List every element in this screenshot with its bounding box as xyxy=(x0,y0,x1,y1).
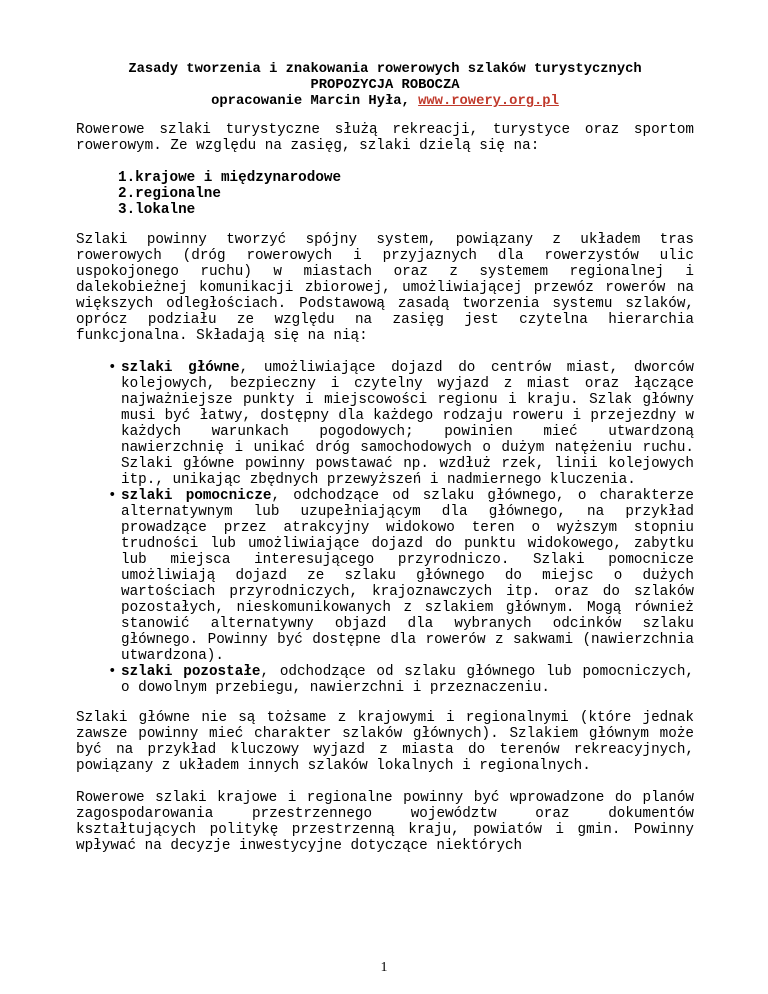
website-link[interactable]: www.rowery.org.pl xyxy=(418,94,559,109)
document-page xyxy=(76,62,694,870)
term: szlaki pomocnicze xyxy=(121,488,272,504)
list-item: 2.regionalne xyxy=(118,186,221,202)
list-item: 3.lokalne xyxy=(118,202,196,218)
planning-paragraph: Rowerowe szlaki krajowe i regionalne powinny być wprowadzone do planów zagospodarowania przestrzennego województw oraz dokumentów kształtujących politykę przestrzenną kraju, powiatów i gmin. Powinny wpływać na decyzje inwestycyjne dotyczące niektórych xyxy=(76,790,694,854)
intro-paragraph: Rowerowe szlaki turystyczne służą rekreacji, turystyce oraz sportom rowerowym. Ze względu na zasięg, szlaki dzielą się na: xyxy=(76,122,694,154)
author-prefix: opracowanie Marcin Hyła, xyxy=(211,94,419,109)
levels-list xyxy=(76,170,694,218)
route-types-list xyxy=(76,360,694,696)
bullet-icon: • xyxy=(108,488,117,504)
system-paragraph: Szlaki powinny tworzyć spójny system, powiązany z układem tras rowerowych (dróg rowerowych i przyjaznych dla rowerzystów ulic uspokojonego ruchu) w miastach oraz z systemem regionalnej i dalekobieżnej komunikacji zbiorowej, umożliwiającej przewóz rowerów na większych odległościach. Podstawową zasadą tworzenia systemu szlaków, oprócz podziału ze względu na zasięg jest czytelna hierarchia funkcjonalna. Składają się na nią: xyxy=(76,232,694,344)
document-title xyxy=(76,62,694,110)
title-line-2: PROPOZYCJA ROBOCZA xyxy=(310,78,460,93)
list-item: • szlaki pomocnicze, odchodzące od szlaku głównego, o charakterze alternatywnym lub uzupełniającym dla głównego, na przykład prowadzące przez atrakcyjny widokowo teren o wyższym stopniu trudności lub umożliwiające dojazd do punktu widokowego, zabytku lub miejsca interesującego przyrodniczo. Szlaki pomocnicze umożliwiają dojazd ze szlaku głównego do miejsc o dużych wartościach przyrodniczych, krajoznawczych itp. oraz do szlaków pozostałych, nieskomunikowanych z szlakiem głównym. Mogą również stanowić alternatywny objazd dla wybranych odcinków szlaku głównego. Powinny być dostępne dla rowerów z sakwami (nawierzchnia utwardzona). xyxy=(108,488,694,664)
page-number: 1 xyxy=(380,960,388,975)
bullet-icon: • xyxy=(108,360,117,376)
list-item: • szlaki pozostałe, odchodzące od szlaku głównego lub pomocniczych, o dowolnym przebiegu, nawierzchni i przeznaczeniu. xyxy=(108,664,694,696)
list-item: 1.krajowe i międzynarodowe xyxy=(118,170,342,186)
list-item: • szlaki główne, umożliwiające dojazd do centrów miast, dworców kolejowych, bezpieczny i czytelny wyjazd z miast oraz łączące najważniejsze punkty i miejscowości regionu i kraju. Szlak główny musi być łatwy, dostępny dla każdego rodzaju roweru i przejezdny w każdych warunkach pogodowych; powinien mieć utwardzoną nawierzchnię i unikać dróg samochodowych o dużym natężeniu ruchu. Szlaki główne powinny powstawać np. wzdłuż rzek, linii kolejowych itp., unikając zbędnych przewyższeń i nadmiernego kluczenia. xyxy=(108,360,694,488)
main-vs-national-paragraph: Szlaki główne nie są tożsame z krajowymi i regionalnymi (które jednak zawsze powinny mieć charakter szlaków głównych). Szlakiem głównym może być na przykład kluczowy wyjazd z miasta do terenów rekreacyjnych, powiązany z układem innych szlaków lokalnych i regionalnych. xyxy=(76,710,694,774)
term: szlaki pozostałe xyxy=(121,664,261,680)
term: szlaki główne xyxy=(121,360,240,376)
title-line-1: Zasady tworzenia i znakowania rowerowych szlaków turystycznych xyxy=(128,62,642,77)
bullet-icon: • xyxy=(108,664,117,680)
title-line-3 xyxy=(76,94,694,110)
